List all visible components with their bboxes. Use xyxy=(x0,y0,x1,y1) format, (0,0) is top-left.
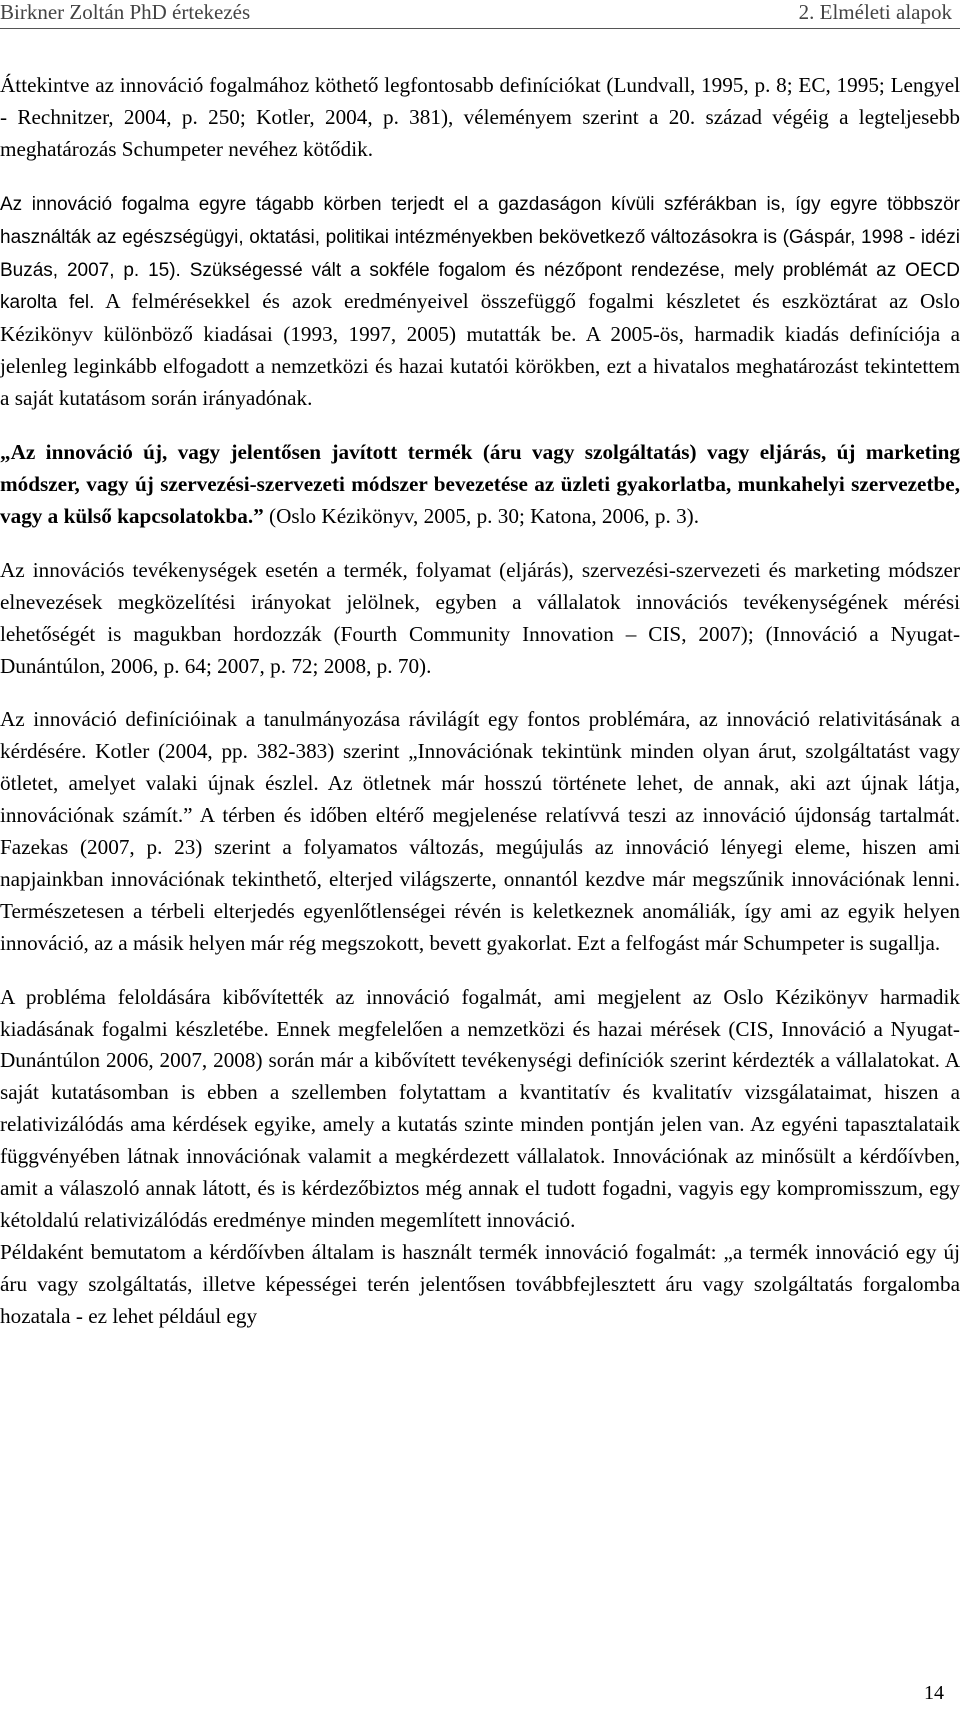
paragraph-example-text: Példaként bemutatom a kérdőívben általam is használt termék innováció fogalmát: „a termék innováció egy új áru vagy szolgáltatás, illetve képességei terén jelentősen továbbfejlesztett áru vagy szolgáltatás forgalomba hozatala - ez lehet például egy xyxy=(0,1239,960,1328)
paragraph-overview-text: Áttekintve az innováció fogalmához köthető legfontosabb definíciókat (Lundvall, 1995, p. 8; EC, 1995; Lengyel - Rechnitzer, 2004, p. 250; Kotler, 2004, p. 381), véleményem szerint a 20. század végéig a legteljesebb meghatározás Schumpeter nevéhez kötődik. xyxy=(0,73,960,161)
page-number: 14 xyxy=(924,1682,944,1704)
header-chapter: 2. Elméleti alapok xyxy=(798,0,952,24)
paragraph-expansion-text: A felmérésekkel és azok eredményeivel összefüggő fogalmi készletet és eszköztárat az Oslo Kézikönyv különböző kiadásai (1993, 1997, 2005) mutatták be. A 2005-ös, harmadik kiadás definíciója a jelenleg leginkább elfogadott a nemzetközi és hazai kutatói körökben, ezt a hivatalos meghatározást tekintettem a saját kutatásom során irányadónak. xyxy=(0,289,960,411)
paragraph-resolution xyxy=(0,982,960,1237)
definition-citation: (Oslo Kézikönyv, 2005, p. 30; Katona, 2006, p. 3). xyxy=(263,503,700,528)
paragraph-definition xyxy=(0,437,960,533)
paragraph-activities-text: Az innovációs tevékenységek esetén a termék, folyamat (eljárás), szervezési-szervezeti és marketing módszer elnevezések megközelítési irányokat jelölnek, egyben a vállalatok innovációs tevékenységének mérési lehetőségét is magukban hordozzák (Fourth Community Innovation – CIS, 2007); (Innováció a Nyugat-Dunántúlon, 2006, p. 64; 2007, p. 72; 2008, p. 70). xyxy=(0,557,960,678)
paragraph-expansion xyxy=(0,188,960,415)
header-rule xyxy=(0,28,960,29)
paragraph-resolution-text: A probléma feloldására kibővítették az innováció fogalmát, ami megjelent az Oslo Kézikönyv harmadik kiadásának fogalmi készletébe. Ennek megfelelően a nemzetközi és hazai mérések (CIS, Innováció a Nyugat-Dunántúlon 2006, 2007, 2008) során már a kibővített tevékenységi definíciók szerint kérdezték a vállalatokat. A saját kutatásomban is ebben a szellemben folytattam a kvantitatív és kvalitatív vizsgálataimat, hiszen a relativizálódás ama kérdések egyike, amely a kutatás szinte minden pontján jelen van. Az egyéni tapasztalataik függvényében látnak innovációnak valamit a megkérdezett vállalatok. Innovációnak az minősült a kérdőívben, amit a válaszoló annak látott, és is kérdezőbiztos még annak el tudott fogadni, vagyis egy kompromisszum, egy kétoldalú relativizálódás eredménye minden megemlített innováció. xyxy=(0,984,960,1232)
paragraph-overview xyxy=(0,70,960,166)
document-body xyxy=(0,70,960,1355)
header-author: Birkner Zoltán PhD értekezés xyxy=(0,0,251,24)
page-header xyxy=(0,0,960,32)
paragraph-relativity xyxy=(0,704,960,959)
definition-quote: „Az innováció új, vagy jelentősen javított termék (áru vagy szolgáltatás) vagy eljárás, új marketing módszer, vagy új szervezési-szervezeti módszer bevezetése az üzleti gyakorlatba, munkahelyi szervezetbe, vagy a külső kapcsolatokba.” xyxy=(0,440,960,528)
paragraph-relativity-text: Az innováció definícióinak a tanulmányozása rávilágít egy fontos problémára, az innováció relativitásának a kérdésére. Kotler (2004, pp. 382-383) szerint „Innovációnak tekintünk minden olyan árut, szolgáltatást vagy ötletet, amelyet valaki újnak észlel. Az ötletnek már hosszú története lehet, de annak, aki azt újnak látja, innovációnak számít.” A térben és időben eltérő megjelenése relatívvá teszi az innováció újdonság tartalmát. Fazekas (2007, p. 23) szerint a folyamatos változás, megújulás az innováció lényegi eleme, hiszen ami napjainkban innovációnak tekinthető, elterjed világszerte, onnantól kezdve már megszűnik innovációnak lenni. Természetesen a térbeli elterjedés egyenlőtlenségei révén is keletkeznek anomáliák, így ami az egyik helyen innováció, az a másik helyen már rég megszokott, bevett gyakorlat. Ezt a felfogást már Schumpeter is sugallja. xyxy=(0,707,960,955)
paragraph-expansion-text-sans: Az innováció fogalma egyre tágabb körben terjedt el a gazdaságon kívüli szférákban is, így egyre többször használták az egészségügyi, oktatási, politikai intézményekben bekövetkező változásokra is (Gáspár, 1998 - idézi Buzás, 2007, p. 15). Szükségessé vált a sokféle fogalom és nézőpont rendezése, mely problémát az OECD karolta fel. xyxy=(0,193,960,314)
paragraph-example xyxy=(0,1237,960,1333)
paragraph-activities xyxy=(0,555,960,683)
